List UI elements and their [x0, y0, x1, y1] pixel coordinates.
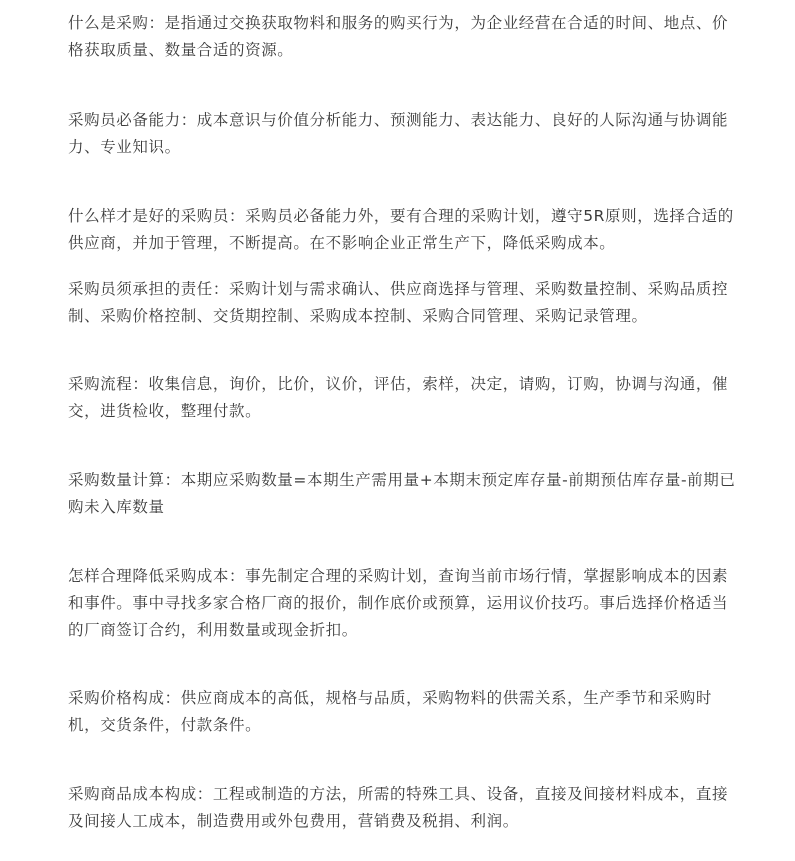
paragraph-good-buyer: 什么样才是好的采购员：采购员必备能力外，要有合理的采购计划，遵守5R原则，选择合适的供应商，并加于管理，不断提高。在不影响企业正常生产下，降低采购成本。 [68, 207, 734, 252]
paragraph-price-composition: 采购价格构成：供应商成本的高低，规格与品质，采购物料的供需关系，生产季节和采购时机，交货条件，付款条件。 [68, 689, 713, 734]
paragraph-what-is-procurement: 什么是采购：是指通过交换获取物料和服务的购买行为，为企业经营在合适的时间、地点、价格获取质量、数量合适的资源。 [68, 14, 729, 59]
paragraph-quantity-calculation: 采购数量计算：本期应采购数量=本期生产需用量+本期末预定库存量-前期预估库存量-前期已购未入库数量 [68, 471, 736, 516]
paragraph-reduce-cost: 怎样合理降低采购成本：事先制定合理的采购计划，查询当前市场行情，掌握影响成本的因素和事件。事中寻找多家合格厂商的报价，制作底价或预算，运用议价技巧。事后选择价格适当的厂商签订合约，利用数量或现金折扣。 [68, 567, 729, 639]
paragraph-buyer-abilities: 采购员必备能力：成本意识与价值分析能力、预测能力、表达能力、良好的人际沟通与协调能力、专业知识。 [68, 111, 729, 156]
paragraph-buyer-responsibilities: 采购员须承担的责任：采购计划与需求确认、供应商选择与管理、采购数量控制、采购品质控制、采购价格控制、交货期控制、采购成本控制、采购合同管理、采购记录管理。 [68, 280, 729, 325]
paragraph-procurement-process: 采购流程：收集信息，询价，比价，议价，评估，索样，决定，请购，订购，协调与沟通，催交，进货检收，整理付款。 [68, 375, 729, 420]
paragraph-goods-cost-composition: 采购商品成本构成：工程或制造的方法，所需的特殊工具、设备，直接及间接材料成本，直接及间接人工成本，制造费用或外包费用，营销费及税捐、利润。 [68, 785, 729, 830]
